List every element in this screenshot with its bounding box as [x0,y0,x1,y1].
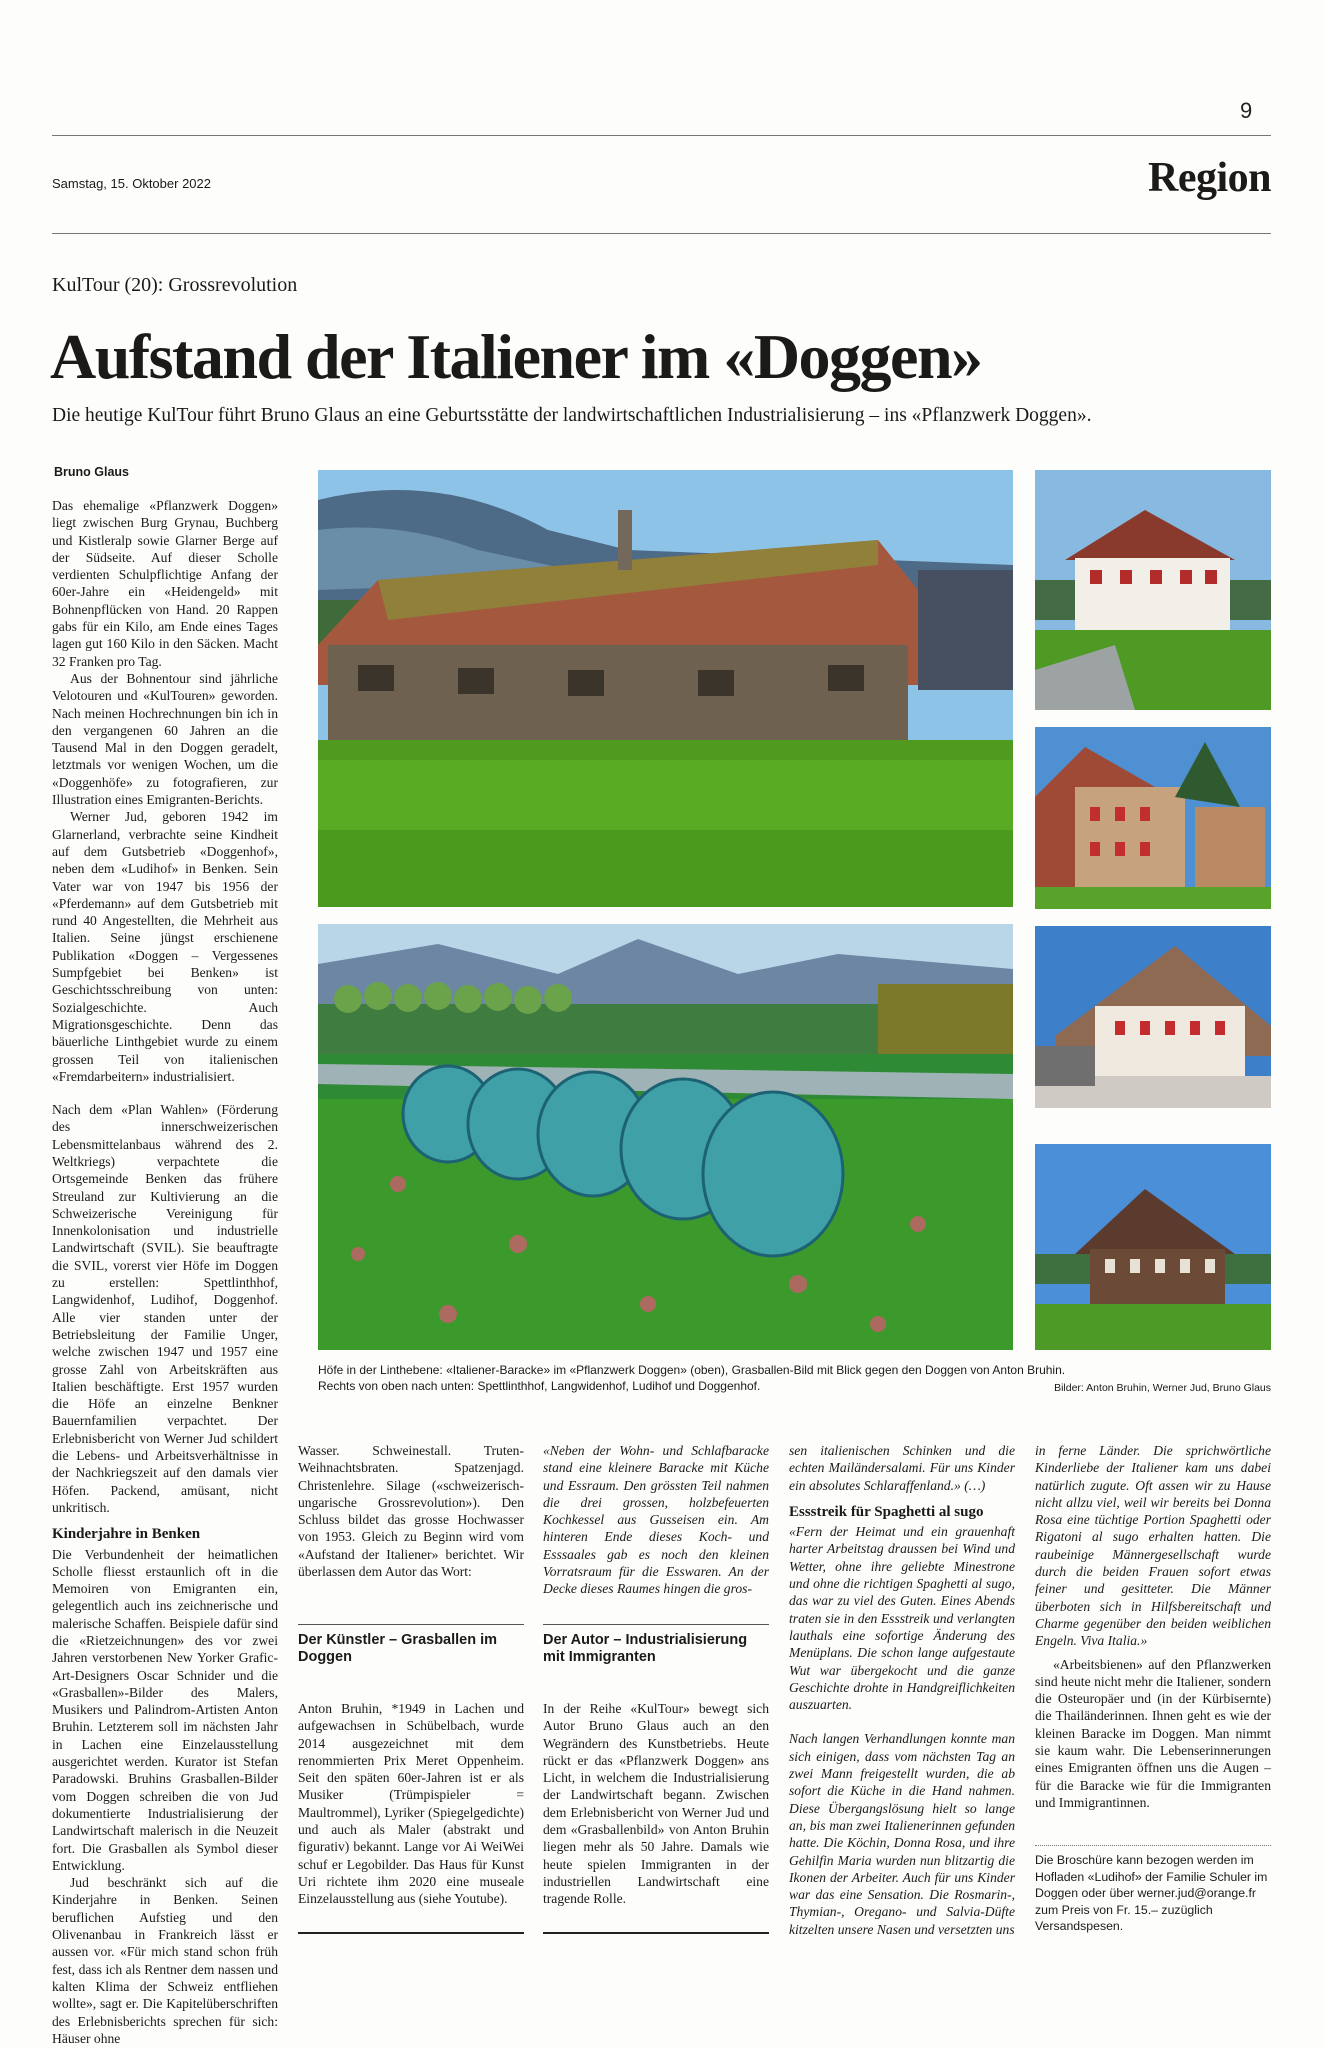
paragraph: Nach langen Verhandlungen konnte man sich einigen, dass vom nächsten Tag an zwei Mann freigestellt wurden, die ab sofort die Küche in die Hand nahmen. Diese Übergangslösung hielt so lange an, bis man zwei Italienerinnen gefunden hatte. Die Köchin, Donna Rosa, und ihre Gehilfin Maria wurden nun blitzartig die Ikonen der Arbeiter. Auch für uns Kinder war das eine Sensation. Die Rosmarin-, Thymian-, Oregano- und Salvia-Düfte kitzelten unsere Nasen und versetzten uns [789,1731,1015,1937]
column-1 [52,497,278,2047]
paragraph: Die Verbundenheit der heimatlichen Scholle fliesst erstaunlich oft in die Memoiren von Emigranten ein, gelegentlich auch ins zeichnerische und malerische Schaffen. Beispiele dafür sind die «Rietzeichnungen» des vor zwei Jahren verstorbenen New Yorker Grafic-Art-Designers Oscar Schnider und die «Grasballen»-Bilder des Malers, Musikers und Palindrom-Artisten Anton Bruhin. Letzterem soll im nächsten Jahr in Lachen eine Einzelausstellung ausgerichtet werden. Kurator ist Stefan Paradowski. Bruhins Grasballen-Bilder vom Doggen schreiben die von Jud dokumentierte Industrialisierung der Landwirtschaft malerisch in die Neuzeit fort. Die Grasballen als Symbol dieser Entwicklung. [52,1546,278,1873]
photo-ludihof [1035,926,1271,1108]
photo-doggenhof [1035,1144,1271,1350]
byline: Bruno Glaus [54,465,130,479]
grasballen-illustration [318,924,1013,1350]
photo-spettlinthhof [1035,470,1271,710]
box-autor-rule-top [543,1624,769,1625]
subheading: Essstreik für Spaghetti al sugo [789,1503,984,1520]
box-autor-rule-bottom [543,1932,769,1934]
paragraph: in ferne Länder. Die sprichwörtliche Kinderliebe der Italiener kam uns dabei natürlich zugute. Oft assen wir zu Hause nicht allzu viel, weil wir bereits bei Donna Rosa eine tüchtige Portion Spaghetti oder Rigatoni al sugo erhalten hatten. Die raubeinige Männergesellschaft wurde durch die beiden Frauen sofort etwas feiner und gesitteter. Die Männer überboten sich in Hilfsbereitschaft und Charme gegenüber den beiden weiblichen Engeln. Viva Italia.» [1035,1443,1271,1649]
column-3 [543,1442,769,1598]
box-autor-text [543,1700,769,1908]
box-autor-heading: Der Autor – Industrialisierung mit Immigranten [543,1632,748,1665]
paragraph: Nach dem «Plan Wahlen» (Förderung des innerschweizerischen Lebensmittelanbaus während des 2. Weltkriegs) verpachtete die Ortsgemeinde Benken das frühere Streuland zur Kultivierung an die Schweizerische Vereinigung für Innenkolonisation und industrielle Landwirtschaft (SVIL). Sie beauftragte die SVIL, vorerst vier Höfe im Doggen zu erstellen: Spettlinthhof, Langwidenhof, Ludihof, Doggenhof. Alle vier standen unter der Betriebsleitung der Familie Unger, welche zwischen 1947 und 1957 eine grosse Zahl von Arbeitskräften aus Italien beschäftigte. Erst 1957 wurden die Höfe an einzelne Benkner Bauernfamilien verpachtet. Der Erlebnisbericht von Werner Jud schildert die Lebens- und Arbeitsverhältnisse in der Nachkriegszeit auf den damals vier Höfen. Packend, amüsant, nicht unkritisch. [52,1102,278,1515]
paragraph: «Fern der Heimat und ein grauenhaft harter Arbeitstag draussen bei Wind und Wetter, ohne ihre geliebte Minestrone und ohne die richtigen Spaghetti al sugo, das war zu viel des Guten. Eines Abends traten sie in den Essstreik und verlangten lauthals eine sofortige Änderung des Menüplans. Die schon lange aufgestaute Wut war übergekocht und die ganze Geschichte drohte in Handgreiflichkeiten auszuarten. [789,1524,1015,1713]
box-kuenstler-rule-bottom [298,1932,524,1934]
issue-date: Samstag, 15. Oktober 2022 [52,176,211,191]
paragraph: Aus der Bohnentour sind jährliche Velotouren und «KulTouren» geworden. Nach meinen Hochrechnungen bin ich in den vergangenen 60 Jahren an die Tausend Mal in den Doggen geradelt, letztmals vor wenigen Wochen, um die «Doggenhöfe» zu fotografieren, zur Illustration eines Emigranten-Berichts. [52,670,278,808]
farmhouse-illustration [1035,470,1271,710]
box-kuenstler-heading: Der Künstler – Grasballen im Doggen [298,1632,498,1665]
photo-langwidenhof [1035,727,1271,909]
header-top-rule [52,135,1271,136]
paragraph: «Arbeitsbienen» auf den Pflanzwerken sind heute nicht mehr die Italiener, sondern die Osteuropäer und (in der Kürbisernte) die Thailänderinnen. Ihnen geht es wie der kleinen Baracke im Doggen. Man nimmt sie kaum wahr. Die Lebenserinnerungen eines Emigranten öffnen uns die Augen – für die Baracke wie für die Immigranten und Immigrantinnen. [1035,1656,1271,1810]
farmhouse-illustration [1035,727,1271,909]
farmhouse-illustration [1035,1144,1271,1350]
box-kuenstler-rule-top [298,1624,524,1625]
subheading: Kinderjahre in Benken [52,1526,201,1543]
farmhouse-illustration [1035,926,1271,1108]
photo-credit: Bilder: Anton Bruhin, Werner Jud, Bruno Glaus [1054,1382,1271,1394]
paragraph: sen italienischen Schinken und die echten Mailändersalami. Für uns Kinder ein absolutes Schlaraffenland.» (…) [789,1443,1015,1493]
brochure-note: Die Broschüre kann bezogen werden im Hofladen «Ludihof» der Familie Schuler im Doggen oder über werner.jud@orange.fr zum Preis von Fr. 15.– zuzüglich Versandspesen. [1035,1853,1268,1933]
caption-line-2: Rechts von oben nach unten: Spettlinthhof, Langwidenhof, Ludihof und Doggenhof. [318,1379,761,1393]
paragraph: Jud beschränkt sich auf die Kinderjahre in Benken. Seinen beruflichen Aufstieg und den Olivenanbau in Frankreich lässt er aussen vor. «Für mich stand schon früh fest, dass ich als Rentner dem nassen und kalten Klima der Schweiz entfliehen wollte», sagt er. Die Kapitelüberschriften des Erlebnisberichts sprechen für sich: Häuser ohne [52,1875,278,2046]
header-bottom-rule [52,233,1271,234]
page-number: 9 [1240,98,1253,123]
paragraph: Werner Jud, geboren 1942 im Glarnerland, verbrachte seine Kindheit auf dem Gutsbetrieb «Doggenhof», neben dem «Ludihof» in Benken. Sein Vater war von 1947 bis 1956 der «Pferdemann» auf dem Gutsbetrieb mit rund 40 Angestellten, die Mehrheit aus Italien. Seine jüngst erschienene Publikation «Doggen – Vergessenes Sumpfgebiet bei Benken» ist Geschichtsschreibung von unten: Sozialgeschichte. Auch Migrationsgeschichte. Denn das bäuerliche Linthgebiet wurde zu einem grossen Teil von italienischen «Fremdarbeitern» industrialisiert. [52,809,278,1084]
section-title: Region [1148,155,1271,201]
column-5 [1035,1442,1271,1811]
barrack-illustration [318,470,1013,907]
column-2 [298,1442,524,1580]
paragraph: In der Reihe «KulTour» bewegt sich Autor Bruno Glaus auch an den Wegrändern des Kunstbetriebs. Heute rückt er das «Pflanzwerk Doggen» ans Licht, in welchem die Industrialisierung der Landwirtschaft begann. Zwischen dem Erlebnisbericht von Werner Jud und dem «Grasballenbild» von Anton Bruhin liegen mehr als 50 Jahre. Damals wie heute spielen Immigranten in der industriellen Landwirtschaft eine tragende Rolle. [543,1701,769,1907]
caption-line-1: Höfe in der Linthebene: «Italiener-Baracke» im «Pflanzwerk Doggen» (oben), Grasballen-Bild mit Blick gegen den Doggen von Anton Bruhin. [318,1363,1066,1377]
column-4 [789,1442,1015,1938]
photo-grasballen-painting [318,924,1013,1350]
photo-italiener-baracke [318,470,1013,907]
paragraph: Wasser. Schweinestall. Truten-Weihnachtsbraten. Spatzenjagd. Christenlehre. Silage («schweizerisch-ungarische Grossrevolution»). Den Schluss bildet das grosse Hochwasser von 1953. Gleich zu Beginn wird vom «Aufstand der Italiener» berichtet. Wir überlassen dem Autor das Wort: [298,1443,524,1580]
paragraph: Anton Bruhin, *1949 in Lachen und aufgewachsen in Schübelbach, wurde 2014 ausgezeichnet mit dem renommierten Prix Meret Oppenheim. Seit den späten 60er-Jahren ist er als Musiker (Trümpispieler = Maultrommel), Lyriker (Spiegelgedichte) und auch als Maler (abstrakt und figurativ) bekannt. Lange vor Ai WeiWei schuf er Legobilder. Das Haus für Kunst Uri richtete ihm 2020 eine museale Einzelausstellung aus (siehe Youtube). [298,1701,524,1907]
note-divider [1035,1845,1271,1846]
lead: Die heutige KulTour führt Bruno Glaus an eine Geburtsstätte der landwirtschaftlichen Industrialisierung – ins «Pflanzwerk Doggen». [52,405,1092,426]
headline: Aufstand der Italiener im «Doggen» [50,321,982,392]
kicker: KulTour (20): Grossrevolution [52,274,298,296]
paragraph: Das ehemalige «Pflanzwerk Doggen» liegt zwischen Burg Grynau, Buchberg und Kistleralp sowie Glarner Berge auf der Südseite. Auf dieser Scholle verdienten Schulpflichtige Anfang der 60er-Jahre ein «Heidengeld» mit Bohnenpflücken von Hand. 20 Rappen gabs für ein Kilo, am Ende eines Tages lagen gut 160 Kilo in den Säcken. Macht 32 Franken pro Tag. [52,498,278,669]
box-kuenstler-text [298,1700,524,1908]
paragraph: «Neben der Wohn- und Schlafbaracke stand eine kleinere Baracke mit Küche und Essraum. Den grössten Teil nahmen die drei grossen, holzbefeuerten Kochkessel aus Gusseisen ein. Am hinteren Ende dieses Koch- und Esssaales gab es noch den kleinen Vorratsraum für die Esswaren. An der Decke dieses Raumes hingen die gros- [543,1443,769,1597]
